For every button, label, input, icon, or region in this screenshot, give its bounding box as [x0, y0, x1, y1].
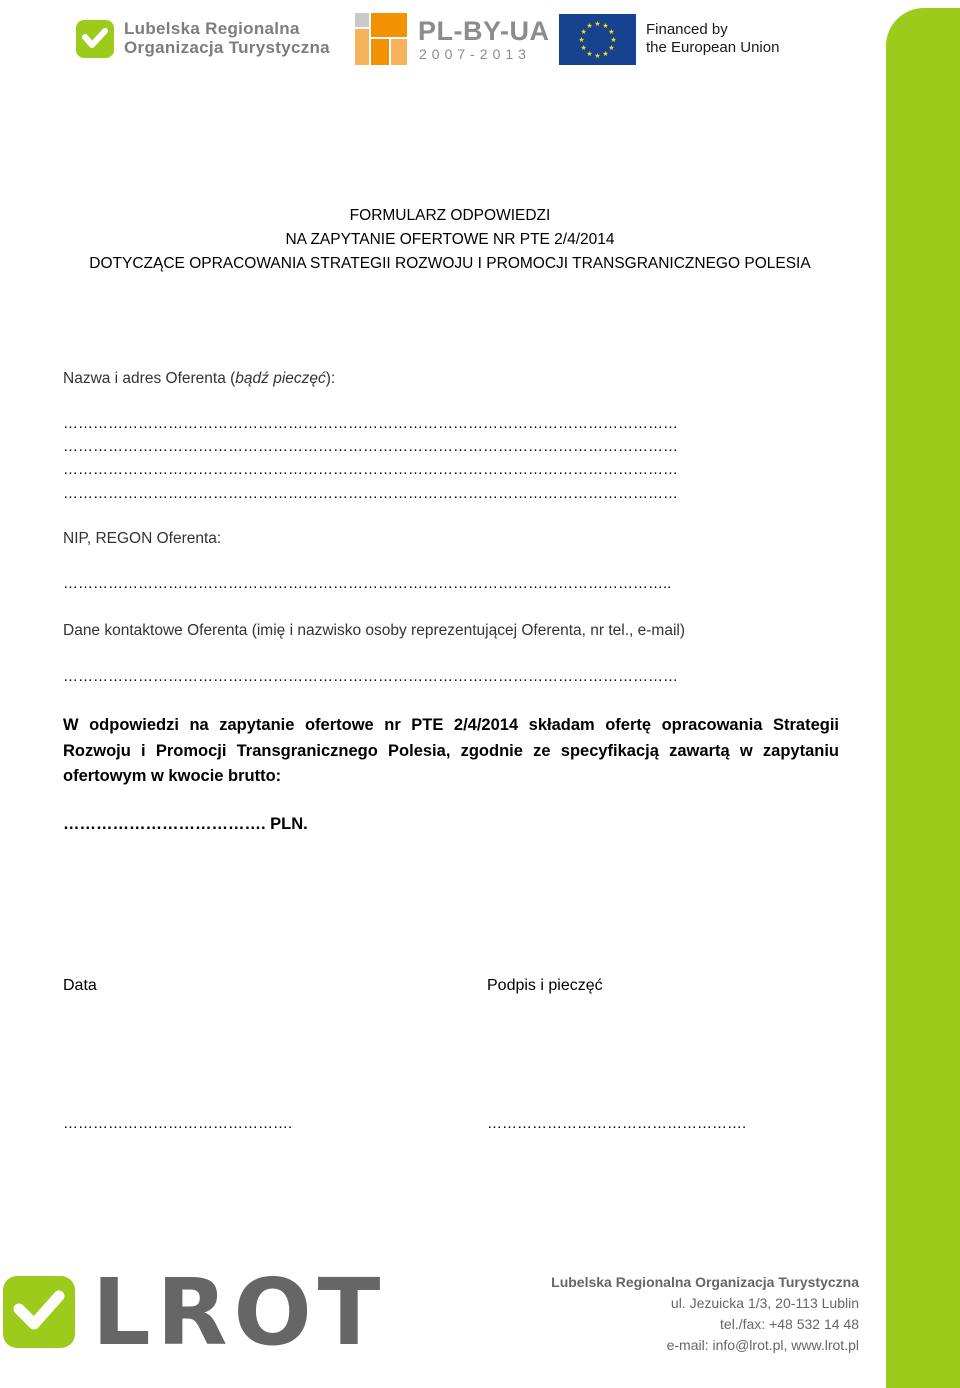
name-address-line-4[interactable]: …………………………………………………………………………………………………………… — [63, 485, 678, 502]
eu-star-icon: ★ — [578, 37, 585, 44]
date-line[interactable]: ………………………………………. — [63, 1115, 293, 1132]
nip-regon-line[interactable]: ………………………………………………………………………………………………………….. — [63, 575, 672, 592]
eu-star-icon: ★ — [580, 45, 587, 52]
name-label-italic: bądź pieczęć — [235, 370, 326, 387]
eu-star-icon: ★ — [594, 53, 601, 60]
program-name: PL-BY-UA — [418, 16, 550, 46]
form-title-line3: DOTYCZĄCE OPRACOWANIA STRATEGII ROZWOJU I PROMOCJI TRANSGRANICZNEGO POLESIA — [89, 255, 811, 272]
eu-line1: Financed by — [646, 21, 728, 38]
eu-flag-icon — [559, 14, 636, 65]
lrot-header-name — [124, 19, 330, 57]
nip-regon-label: NIP, REGON Oferenta: — [63, 530, 222, 547]
eu-star-icon: ★ — [610, 37, 617, 44]
eu-star-icon: ★ — [586, 23, 593, 31]
eu-star-icon: ★ — [608, 29, 615, 36]
eu-star-icon: ★ — [602, 23, 609, 31]
name-address-line-1[interactable]: …………………………………………………………………………………………………………… — [63, 415, 678, 432]
name-label-end: ): — [325, 370, 336, 387]
name-label-plain: Nazwa i adres Oferenta ( — [63, 370, 236, 387]
eu-star-icon: ★ — [586, 50, 593, 58]
contact-details-label: Dane kontaktowe Oferenta (imię i nazwisko osoby reprezentującej Oferenta, nr tel., e-mail) — [63, 622, 686, 639]
form-title-line1: FORMULARZ ODPOWIEDZI — [349, 207, 551, 224]
footer-contact: e-mail: info@lrot.pl, www.lrot.pl — [666, 1337, 859, 1353]
contact-details-line[interactable]: …………………………………………………………………………………………………………… — [63, 668, 678, 685]
eu-star-icon: ★ — [602, 50, 609, 58]
footer-phone: tel./fax: +48 532 14 48 — [720, 1316, 859, 1332]
amount-line[interactable]: ………………………………. PLN. — [63, 815, 308, 833]
lrot-name-line1: Lubelska Regionalna — [124, 19, 300, 38]
lrot-heart-check-icon — [76, 20, 114, 58]
lrot-footer-logo-word: LROT — [92, 1259, 387, 1366]
name-address-label — [63, 370, 335, 388]
eu-line2: the European Union — [646, 39, 780, 56]
pl-by-ua-squares-icon — [355, 13, 407, 65]
offer-declaration: W odpowiedzi na zapytanie ofertowe nr PTE 2/4/2014 składam ofertę opracowania Strategii Rozwoju i Promocji Transgranicznego Polesia, zgodnie ze specyfikacją zawartą w zapytaniu ofertowym w kwocie brutto: — [63, 716, 839, 785]
lrot-footer-heart-check-icon — [3, 1276, 75, 1348]
name-address-line-3[interactable]: …………………………………………………………………………………………………………… — [63, 461, 678, 478]
date-label: Data — [63, 977, 97, 994]
program-years: 2007-2013 — [419, 46, 531, 62]
eu-star-icon: ★ — [608, 45, 615, 52]
footer-address: ul. Jezuicka 1/3, 20-113 Lublin — [670, 1295, 859, 1311]
eu-star-icon: ★ — [594, 21, 601, 28]
form-title-line2: NA ZAPYTANIE OFERTOWE NR PTE 2/4/2014 — [285, 231, 615, 248]
signature-label: Podpis i pieczęć — [487, 977, 603, 994]
signature-line[interactable]: ……………………………………………. — [487, 1115, 747, 1132]
footer-org-name: Lubelska Regionalna Organizacja Turystyczna — [551, 1274, 859, 1290]
name-address-line-2[interactable]: …………………………………………………………………………………………………………… — [63, 438, 678, 455]
eu-star-icon: ★ — [580, 29, 587, 36]
lrot-name-line2: Organizacja Turystyczna — [124, 38, 330, 57]
eu-funding-note — [646, 21, 779, 57]
